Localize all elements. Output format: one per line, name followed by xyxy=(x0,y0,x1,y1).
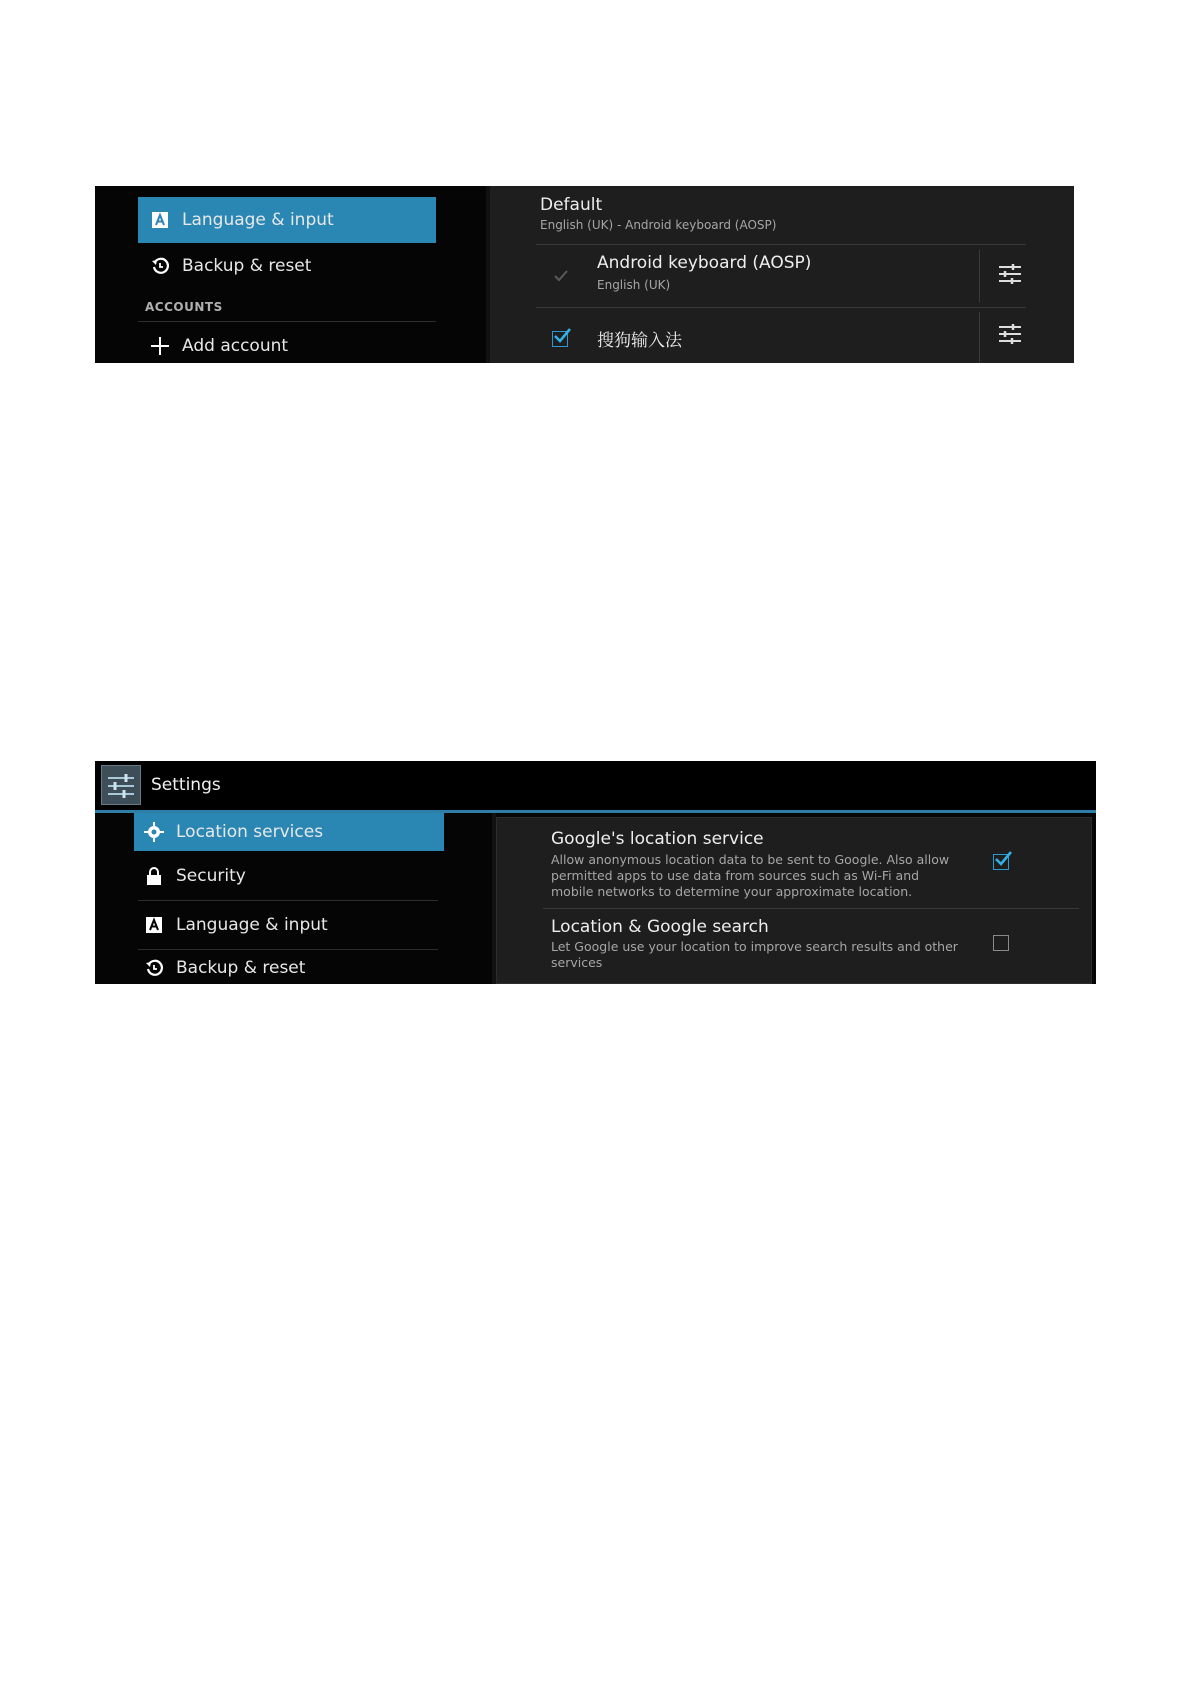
google-location-service-option[interactable] xyxy=(497,818,1087,908)
sidebar-item-location-services[interactable] xyxy=(134,813,444,851)
keyboard-settings-button[interactable] xyxy=(980,308,1040,363)
sliders-icon xyxy=(998,323,1022,349)
sidebar-divider xyxy=(138,900,438,901)
default-title: Default xyxy=(540,195,603,215)
app-title: Settings xyxy=(151,775,221,795)
sidebar-item-label: Backup & reset xyxy=(182,256,312,276)
language-icon xyxy=(144,915,164,935)
keyboard-settings-button[interactable] xyxy=(980,245,1040,307)
keyboard-name: 搜狗输入法 xyxy=(597,331,682,351)
sidebar-divider xyxy=(138,949,438,950)
app-bar xyxy=(95,761,1096,810)
location-icon xyxy=(144,822,164,842)
section-divider xyxy=(138,321,436,322)
keyboard-settings-panel xyxy=(490,186,1074,363)
language-icon xyxy=(150,210,170,230)
settings-app-icon[interactable] xyxy=(101,765,141,805)
location-services-screenshot xyxy=(95,761,1096,984)
keyboard-language: English (UK) xyxy=(597,278,671,292)
add-account-label: Add account xyxy=(182,336,289,356)
option-description: Let Google use your location to improve search results and other services xyxy=(551,939,958,970)
checkmark-icon xyxy=(994,850,1012,872)
add-account-button[interactable] xyxy=(150,326,430,363)
sidebar-item-label: Security xyxy=(176,866,246,886)
default-keyboard-item[interactable] xyxy=(490,186,1050,242)
sidebar-item-backup-reset[interactable] xyxy=(144,951,434,984)
keyboard-item-sogou[interactable] xyxy=(536,308,980,363)
option-title: Google's location service xyxy=(551,829,764,849)
checkmark-icon xyxy=(553,327,571,349)
sidebar-item-label: Location services xyxy=(176,822,324,842)
keyboard-item-aosp[interactable] xyxy=(536,245,980,307)
sidebar-item-language-input[interactable] xyxy=(144,902,434,948)
option-description: Allow anonymous location data to be sent to Google. Also allow permitted apps to use data from sources such as Wi-Fi and mobile networks to determine your approximate location. xyxy=(551,852,950,899)
sidebar-item-security[interactable] xyxy=(144,853,434,899)
plus-icon xyxy=(150,336,170,356)
sidebar-item-backup-reset[interactable] xyxy=(150,246,430,286)
sidebar-item-label: Language & input xyxy=(182,210,334,230)
settings-sidebar xyxy=(95,813,492,984)
sidebar-item-label: Language & input xyxy=(176,915,328,935)
keyboard-name: Android keyboard (AOSP) xyxy=(597,253,812,273)
lock-icon xyxy=(144,866,164,886)
location-google-search-option[interactable] xyxy=(497,909,1087,981)
language-input-screenshot xyxy=(95,186,1074,363)
sidebar-item-label: Backup & reset xyxy=(176,958,306,978)
location-search-checkbox[interactable] xyxy=(993,935,1009,951)
backup-icon xyxy=(150,256,170,276)
option-title: Location & Google search xyxy=(551,917,769,937)
sliders-icon xyxy=(998,263,1022,289)
location-settings-panel xyxy=(496,817,1092,984)
sidebar-item-language-input[interactable] xyxy=(138,197,436,243)
section-header-accounts: ACCOUNTS xyxy=(145,300,223,314)
default-subtitle: English (UK) - Android keyboard (AOSP) xyxy=(540,218,777,232)
settings-sidebar xyxy=(95,186,486,363)
backup-icon xyxy=(144,958,164,978)
checkbox-disabled[interactable] xyxy=(552,267,570,289)
